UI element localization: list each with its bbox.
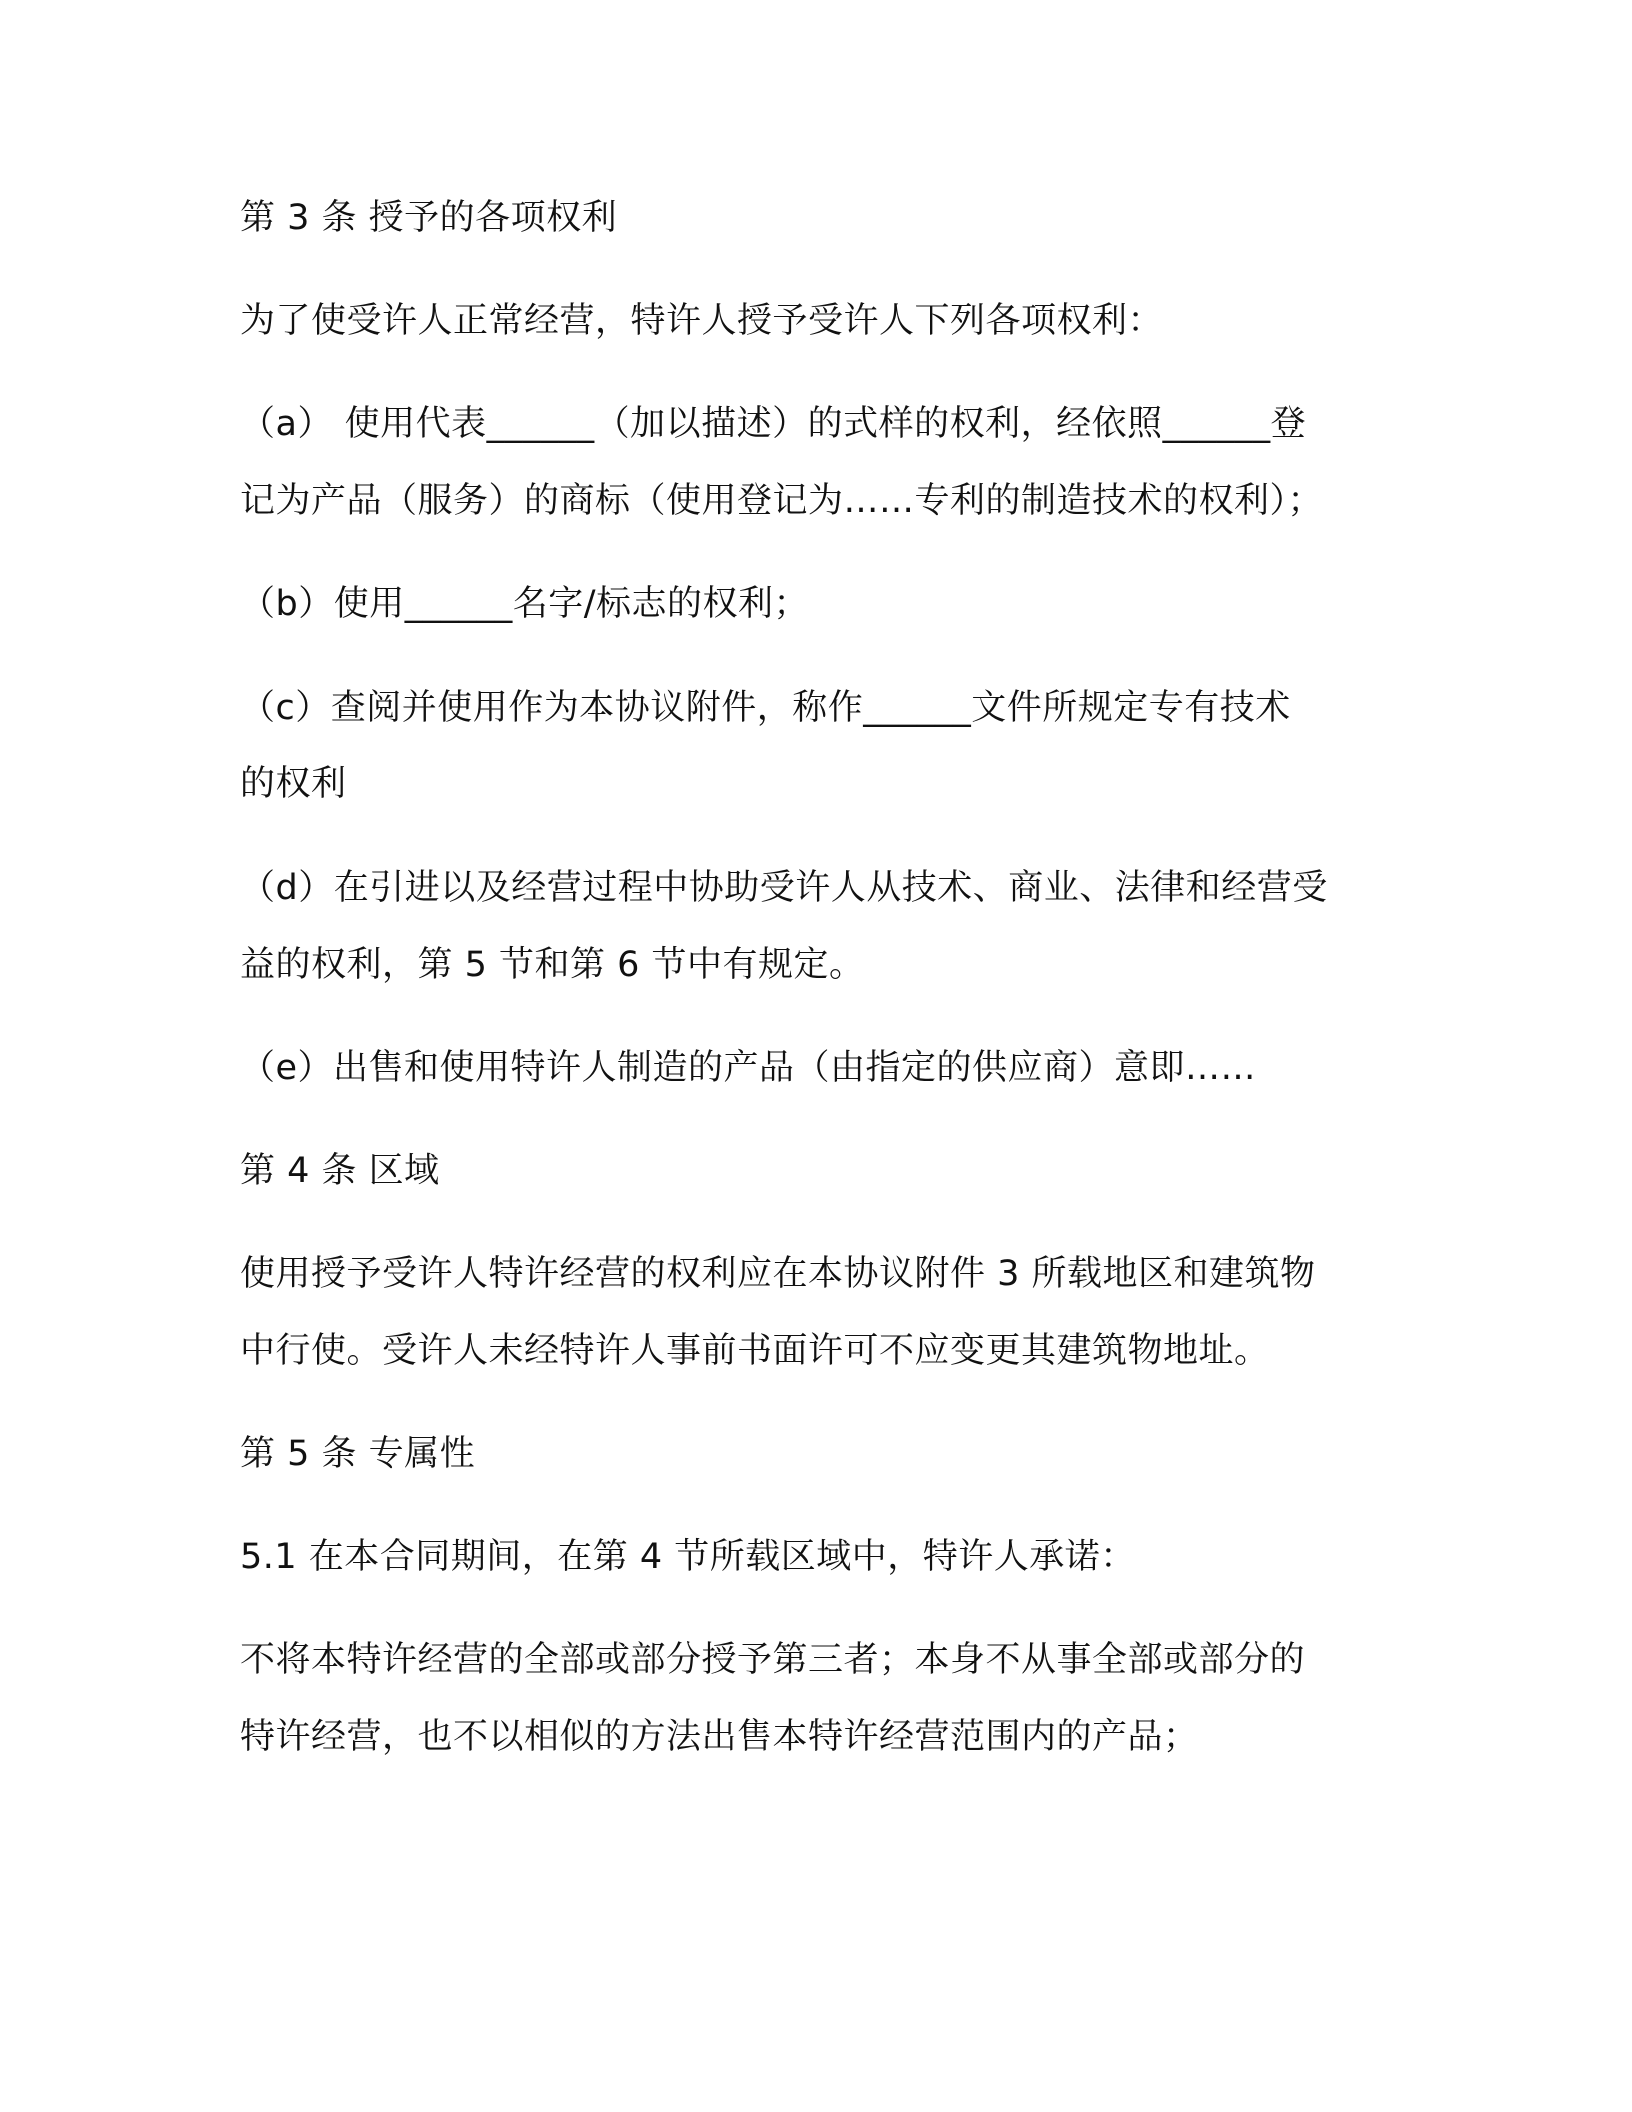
clause-c-line-1: （c）查阅并使用作为本协议附件，称作______文件所规定专有技术 xyxy=(240,688,1291,728)
clause-a-line-1: （a） 使用代表______（加以描述）的式样的权利，经依照______登 xyxy=(240,404,1307,444)
clause-c-line-2: 的权利 xyxy=(240,764,347,804)
clause-d-line-1: （d）在引进以及经营过程中协助受许人从技术、商业、法律和经营受 xyxy=(240,868,1328,908)
article-5-heading: 第 5 条 专属性 xyxy=(240,1434,476,1474)
clause-a-line-2: 记为产品（服务）的商标（使用登记为……专利的制造技术的权利）； xyxy=(240,481,1324,521)
article-3-intro: 为了使受许人正常经营，特许人授予受许人下列各项权利： xyxy=(240,301,1164,341)
section-5-1: 5.1 在本合同期间，在第 4 节所载区域中，特许人承诺： xyxy=(240,1537,1136,1577)
clause-d-line-2: 益的权利，第 5 节和第 6 节中有规定。 xyxy=(240,945,865,985)
section-5-1-body-line-2: 特许经营，也不以相似的方法出售本特许经营范围内的产品； xyxy=(240,1717,1199,1757)
article-4-heading: 第 4 条 区域 xyxy=(240,1151,440,1191)
section-5-1-body-line-1: 不将本特许经营的全部或部分授予第三者；本身不从事全部或部分的 xyxy=(240,1640,1306,1680)
clause-b: （b）使用______名字/标志的权利； xyxy=(240,584,810,624)
clause-e: （e）出售和使用特许人制造的产品（由指定的供应商）意即…… xyxy=(240,1048,1257,1088)
article-4-body-line-2: 中行使。受许人未经特许人事前书面许可不应变更其建筑物地址。 xyxy=(240,1331,1270,1371)
article-3-heading: 第 3 条 授予的各项权利 xyxy=(240,198,618,238)
article-4-body-line-1: 使用授予受许人特许经营的权利应在本协议附件 3 所载地区和建筑物 xyxy=(240,1254,1316,1294)
